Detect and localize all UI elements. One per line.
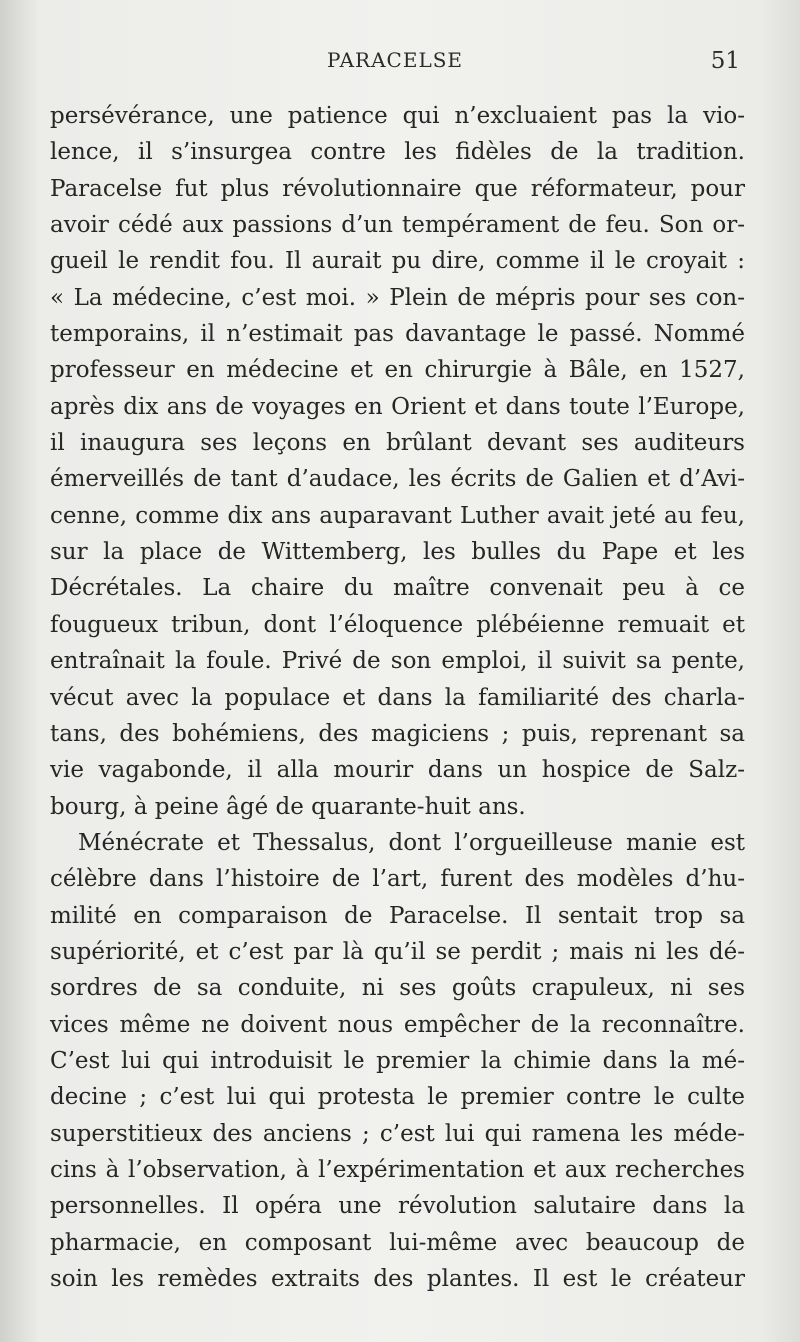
text-line: Ménécrate et Thessalus, dont l’orgueilleuse manie est	[78, 829, 745, 856]
text-line: tans, des bohémiens, des magiciens ; puis, reprenant sa	[50, 720, 745, 747]
text-line: C’est lui qui introduisit le premier la chimie dans la mé-	[50, 1047, 745, 1074]
text-line: vécut avec la populace et dans la familiarité des charla-	[50, 684, 745, 711]
text-line: supériorité, et c’est par là qu’il se perdit ; mais ni les dé-	[50, 938, 745, 965]
text-line: milité en comparaison de Paracelse. Il sentait trop sa	[50, 902, 745, 929]
body-text	[50, 98, 745, 1297]
text-line: soin les remèdes extraits des plantes. Il est le créateur	[50, 1266, 745, 1292]
text-line: persévérance, une patience qui n’excluaient pas la vio-	[50, 103, 745, 129]
text-line: cenne, comme dix ans auparavant Luther avait jeté au feu,	[50, 502, 745, 529]
running-title: PARACELSE	[326, 48, 464, 72]
text-line: après dix ans de voyages en Orient et dans toute l’Europe,	[50, 393, 745, 420]
text-line: émerveillés de tant d’audace, les écrits de Galien et d’Avi-	[50, 466, 745, 493]
text-line: sur la place de Wittemberg, les bulles du Pape et les	[50, 539, 745, 566]
text-line: « La médecine, c’est moi. » Plein de mépris pour ses con-	[50, 284, 745, 311]
text-line: gueil le rendit fou. Il aurait pu dire, comme il le croyait :	[50, 248, 745, 275]
text-line: personnelles. Il opéra une révolution salutaire dans la	[50, 1193, 745, 1220]
text-line: vie vagabonde, il alla mourir dans un hospice de Salz-	[50, 757, 745, 784]
text-line: decine ; c’est lui qui protesta le premier contre le culte	[50, 1084, 745, 1111]
paragraph-2	[50, 825, 745, 1297]
paragraph-1	[50, 98, 745, 825]
text-line: célèbre dans l’histoire de l’art, furent des modèles d’hu-	[50, 866, 745, 893]
text-line: entraînait la foule. Privé de son emploi, il suivit sa pente,	[50, 648, 745, 675]
text-line: cins à l’observation, à l’expérimentation et aux recherches	[50, 1156, 745, 1183]
text-line: fougueux tribun, dont l’éloquence plébéienne remuait et	[50, 611, 745, 638]
text-line: Paracelse fut plus révolutionnaire que réformateur, pour	[50, 175, 745, 202]
text-line: il inaugura ses leçons en brûlant devant ses auditeurs	[50, 430, 745, 457]
text-line: Décrétales. La chaire du maître convenait peu à ce	[50, 575, 745, 602]
text-line: avoir cédé aux passions d’un tempérament de feu. Son or-	[50, 212, 745, 239]
text-line: pharmacie, en composant lui-même avec beaucoup de	[50, 1229, 745, 1256]
page-number: 51	[710, 48, 740, 74]
text-line: bourg, à peine âgé de quarante-huit ans.	[50, 793, 526, 820]
text-line: temporains, il n’estimait pas davantage le passé. Nommé	[50, 321, 745, 348]
text-line: vices même ne doivent nous empêcher de la reconnaître.	[50, 1011, 745, 1038]
text-line: sordres de sa conduite, ni ses goûts crapuleux, ni ses	[50, 975, 745, 1002]
text-line: professeur en médecine et en chirurgie à Bâle, en 1527,	[50, 357, 745, 384]
text-line: lence, il s’insurgea contre les fidèles de la tradition.	[50, 139, 745, 166]
text-line: superstitieux des anciens ; c’est lui qui ramena les méde-	[50, 1120, 745, 1147]
page-header	[50, 48, 740, 78]
